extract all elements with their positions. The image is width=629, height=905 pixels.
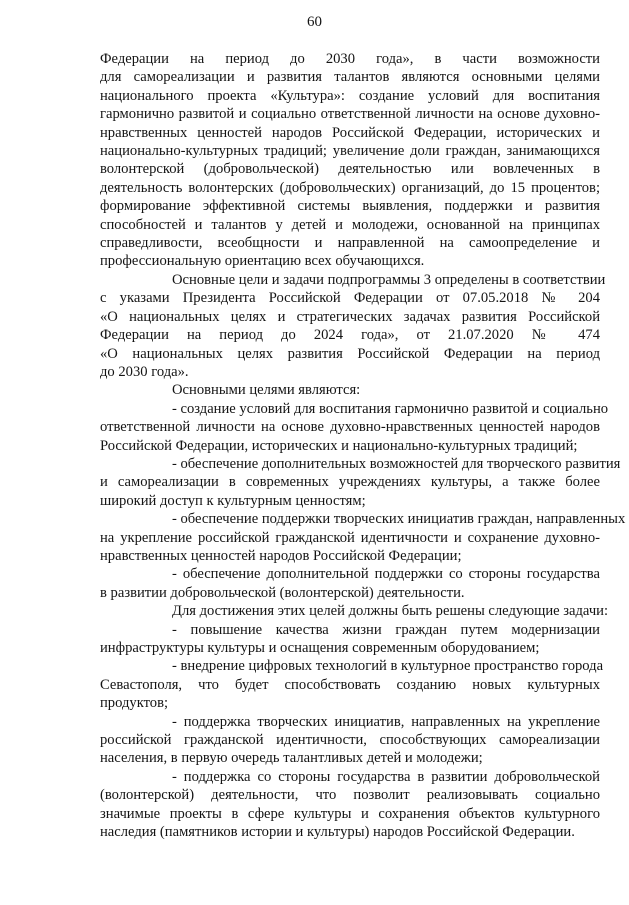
paragraph — [100, 602, 609, 620]
paragraph — [100, 50, 600, 271]
text-line: справедливости, всеобщности и направленной на самоопределение и — [100, 235, 600, 252]
text-line: волонтерской (добровольческой) деятельностью или вовлеченных в — [100, 161, 600, 178]
paragraph — [100, 455, 621, 510]
text-line: продуктов; — [100, 695, 169, 712]
text-line: в развитии добровольческой (волонтерской) деятельности. — [100, 584, 465, 601]
paragraph — [100, 657, 604, 712]
text-line: - обеспечение дополнительных возможностей для творческого развития — [172, 455, 621, 472]
paragraph — [100, 400, 609, 455]
page-number: 60 — [307, 14, 322, 30]
text-line: ответственной личности на основе духовно-нравственных ценностей народов — [100, 419, 600, 436]
paragraph — [100, 510, 626, 565]
text-line: нравственных ценностей народов Российской Федерации; — [100, 547, 462, 564]
text-line: с указами Президента Российской Федерации от 07.05.2018 № 204 — [100, 290, 600, 307]
text-line: Российской Федерации, исторических и национально-культурных традиций; — [100, 437, 578, 454]
text-line: национального проекта «Культура»: создание условий для воспитания — [100, 87, 600, 104]
text-line: наследия (памятников истории и культуры) народов Российской Федерации. — [100, 824, 575, 841]
text-line: Основные цели и задачи подпрограммы 3 определены в соответствии — [172, 271, 606, 288]
text-line: - повышение качества жизни граждан путем модернизации — [172, 621, 600, 638]
text-line: способностей и талантов у детей и молодежи, основанной на принципах — [100, 216, 600, 233]
text-line: «О национальных целях и стратегических задачах развития Российской — [100, 308, 600, 325]
text-line: - создание условий для воспитания гармонично развитой и социально — [172, 400, 609, 417]
text-line: Основными целями являются: — [172, 382, 361, 399]
paragraph — [100, 271, 606, 381]
text-line: Федерации на период до 2030 года», в части возможности — [100, 51, 600, 67]
text-line: до 2030 года». — [100, 363, 189, 380]
paragraph — [100, 381, 600, 399]
text-line: на укрепление российской гражданской идентичности и сохранение духовно- — [100, 529, 600, 546]
paragraph — [100, 565, 600, 602]
text-line: Федерации на период до 2024 года», от 21.07.2020 № 474 — [100, 327, 600, 344]
document-body — [100, 50, 626, 841]
text-line: значимые проекты в сфере культуры и сохранения объектов культурного — [100, 805, 600, 822]
text-line: для самореализации и развития талантов являются основными целями — [100, 69, 600, 86]
text-line: инфраструктуры культуры и оснащения современным оборудованием; — [100, 640, 540, 656]
text-line: - поддержка со стороны государства в развитии добровольческой — [172, 768, 600, 785]
text-line: деятельность волонтерских (добровольческих) организаций, до 15 процентов; — [100, 179, 600, 196]
text-line: населения, в первую очередь талантливых детей и молодежи; — [100, 750, 483, 767]
text-line: - внедрение цифровых технологий в культурное пространство города — [172, 658, 604, 675]
text-line: профессиональную ориентацию всех обучающихся. — [100, 253, 425, 270]
text-line: формирование эффективной системы выявления, поддержки и развития — [100, 198, 600, 215]
text-line: (волонтерской) деятельности, что позволит реализовывать социально — [100, 787, 600, 804]
paragraph — [100, 621, 600, 658]
text-line: нравственных ценностей народов Российской Федерации, исторических и — [100, 124, 600, 141]
text-line: Для достижения этих целей должны быть решены следующие задачи: — [172, 603, 609, 620]
text-line: - поддержка творческих инициатив, направленных на укрепление — [172, 713, 600, 730]
text-line: - обеспечение дополнительной поддержки со стороны государства — [172, 566, 600, 583]
text-line: гармонично развитой и социально ответственной личности на основе духовно- — [100, 106, 600, 123]
text-line: и самореализации в современных учреждениях культуры, а также более — [100, 474, 600, 491]
text-line: «О национальных целях развития Российской Федерации на период — [100, 345, 600, 362]
text-line: - обеспечение поддержки творческих инициатив граждан, направленных — [172, 511, 626, 528]
text-line: национально-культурных традиций; увеличение доли граждан, занимающихся — [100, 143, 600, 160]
text-line: российской гражданской идентичности, способствующих самореализации — [100, 732, 600, 749]
text-line: Севастополя, что будет способствовать созданию новых культурных — [100, 676, 600, 693]
paragraph — [100, 768, 600, 842]
paragraph — [100, 713, 600, 768]
text-line: широкий доступ к культурным ценностям; — [100, 492, 366, 509]
